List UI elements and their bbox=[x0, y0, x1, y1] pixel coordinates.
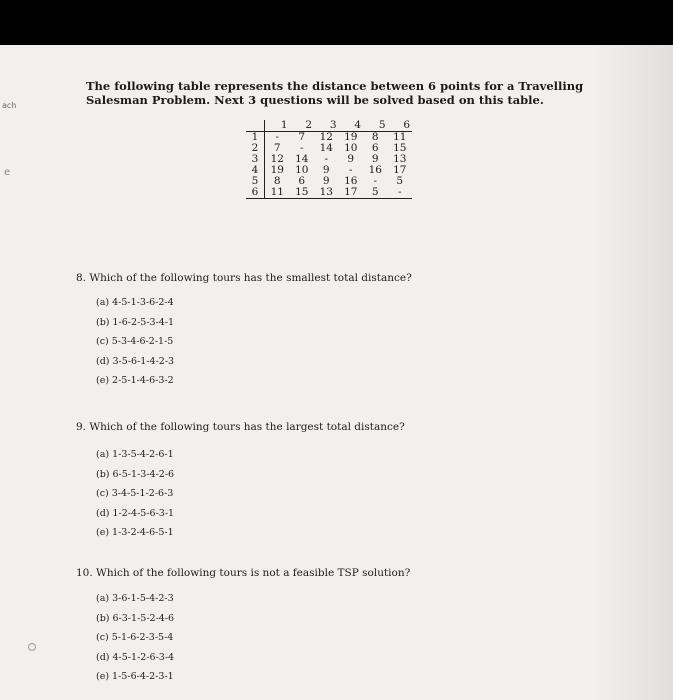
table-cell: - bbox=[299, 142, 304, 154]
option-e: (e) 1-5-6-4-2-3-1 bbox=[96, 671, 174, 683]
margin-mark: e bbox=[4, 167, 11, 178]
row-header: 2 bbox=[246, 143, 265, 154]
table-cell: 13 bbox=[393, 153, 407, 165]
table-cell: 16 bbox=[368, 164, 382, 176]
table-cell: 9 bbox=[322, 175, 330, 187]
table-cell: - bbox=[324, 153, 329, 165]
question-9-stem: 9. Which of the following tours has the largest total distance? bbox=[76, 421, 405, 433]
column-header: 1 bbox=[265, 120, 290, 132]
row-header: 5 bbox=[246, 176, 265, 187]
question-9-options bbox=[76, 445, 405, 543]
table-cell: 5 bbox=[396, 175, 404, 187]
question-10-options bbox=[76, 589, 410, 687]
table-cell: 11 bbox=[393, 131, 407, 143]
table-cell: 19 bbox=[270, 164, 284, 176]
table-cell: 13 bbox=[314, 187, 339, 199]
option-a: (a) 1-3-5-4-2-6-1 bbox=[96, 449, 174, 460]
distance-table bbox=[246, 120, 412, 199]
page-shadow bbox=[593, 45, 673, 700]
table-cell: 17 bbox=[339, 187, 364, 199]
option-d: (d) 1-2-4-5-6-3-1 bbox=[96, 507, 175, 519]
row-header: 1 bbox=[246, 132, 265, 144]
option-d: (d) 4-5-1-2-6-3-4 bbox=[96, 651, 175, 663]
option-c: (c) 3-4-5-1-2-6-3 bbox=[96, 488, 174, 500]
option-d: (d) 3-5-6-1-4-2-3 bbox=[96, 355, 175, 367]
table-cell: - bbox=[373, 175, 378, 187]
question-8-options bbox=[76, 293, 412, 391]
option-b: (b) 6-5-1-3-4-2-6 bbox=[96, 468, 175, 480]
question-9 bbox=[76, 421, 405, 543]
table-cell: 9 bbox=[322, 164, 330, 176]
option-e: (e) 1-3-2-4-6-5-1 bbox=[96, 527, 174, 539]
table-cell: 19 bbox=[344, 131, 358, 143]
option-c: (c) 5-3-4-6-2-1-5 bbox=[96, 336, 174, 348]
table-cell: 10 bbox=[295, 164, 309, 176]
column-header: 5 bbox=[363, 120, 388, 132]
column-header: 4 bbox=[339, 120, 364, 132]
question-8-stem: 8. Which of the following tours has the smallest total distance? bbox=[76, 272, 412, 284]
intro-paragraph: The following table represents the distance between 6 points for a Travelling Salesman Problem. Next 3 questions will be solved based on this table. bbox=[86, 79, 584, 107]
option-b: (b) 1-6-2-5-3-4-1 bbox=[96, 316, 175, 328]
table-cell: 8 bbox=[273, 175, 281, 187]
column-header: 6 bbox=[388, 120, 413, 132]
table-cell: 14 bbox=[319, 142, 333, 154]
document-page bbox=[0, 45, 673, 700]
table-cell: - bbox=[348, 164, 353, 176]
table-cell: 15 bbox=[393, 142, 407, 154]
option-c: (c) 5-1-6-2-3-5-4 bbox=[96, 632, 174, 644]
table-cell: 6 bbox=[298, 175, 306, 187]
table-cell: - bbox=[275, 131, 280, 143]
table-cell: 11 bbox=[265, 187, 290, 199]
margin-text: ach bbox=[2, 101, 17, 110]
question-10-stem: 10. Which of the following tours is not a feasible TSP solution? bbox=[76, 567, 411, 579]
table-cell: 16 bbox=[344, 175, 358, 187]
option-e: (e) 2-5-1-4-6-3-2 bbox=[96, 375, 174, 387]
table-cell: 8 bbox=[371, 131, 379, 143]
table-cell: 6 bbox=[371, 142, 379, 154]
question-8 bbox=[76, 272, 412, 391]
table-cell: 14 bbox=[295, 153, 309, 165]
table-cell: 12 bbox=[319, 131, 333, 143]
table-corner bbox=[246, 120, 265, 132]
table-cell: 10 bbox=[344, 142, 358, 154]
table-cell: 5 bbox=[363, 187, 388, 199]
table-cell: 12 bbox=[270, 153, 284, 165]
column-header: 3 bbox=[314, 120, 339, 132]
table-cell: 7 bbox=[273, 142, 281, 154]
column-header: 2 bbox=[290, 120, 315, 132]
option-b: (b) 6-3-1-5-2-4-6 bbox=[96, 612, 175, 624]
table-cell: 9 bbox=[371, 153, 379, 165]
table-cell: - bbox=[388, 187, 413, 199]
row-header: 4 bbox=[246, 165, 265, 176]
margin-circle bbox=[28, 643, 36, 651]
option-a: (a) 3-6-1-5-4-2-3 bbox=[96, 593, 174, 604]
table-cell: 15 bbox=[290, 187, 315, 199]
option-a: (a) 4-5-1-3-6-2-4 bbox=[96, 297, 174, 308]
row-header: 3 bbox=[246, 154, 265, 165]
table-header-row bbox=[246, 120, 412, 132]
row-header: 6 bbox=[246, 187, 265, 199]
table-row bbox=[246, 187, 412, 199]
table-cell: 9 bbox=[347, 153, 355, 165]
table-cell: 7 bbox=[298, 131, 306, 143]
table-cell: 17 bbox=[393, 164, 407, 176]
question-10 bbox=[76, 567, 410, 687]
